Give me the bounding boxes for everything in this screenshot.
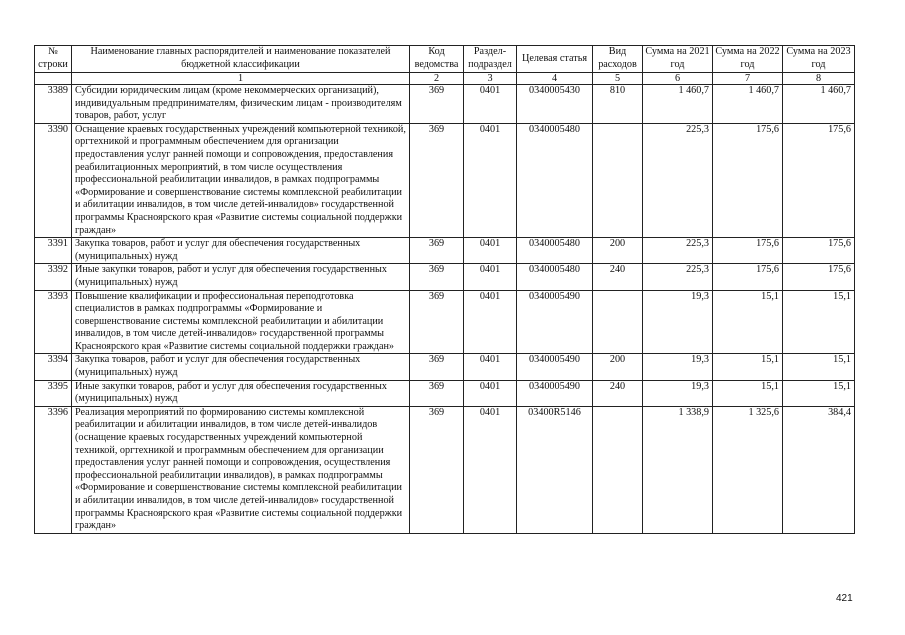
row-section: 0401 <box>464 380 517 406</box>
header-exptype: Вид расходов <box>593 46 643 73</box>
table-row <box>35 85 855 124</box>
table-row <box>35 123 855 237</box>
row-sum-2022: 1 325,6 <box>713 406 783 533</box>
row-name: Реализация мероприятий по формированию системы комплексной реабилитации и абилитации инвалидов, в том числе детей-инвалидов (оснащение краевых государственных учреждений компьютерной техникой, оргтехникой и программным обеспечением для организации предоставления услуг ранней помощи и сопровождения, осуществления профессиональной реабилитации инвалидов), в рамках подпрограммы «Формирование и совершенствование системы комплексной реабилитации и абилитации инвалидов, в том числе детей-инвалидов» государственной программы Красноярского края «Развитие системы социальной поддержки граждан» <box>72 406 410 533</box>
row-sum-2022: 175,6 <box>713 238 783 264</box>
row-sum-2021: 1 460,7 <box>643 85 713 124</box>
row-sum-2021: 225,3 <box>643 264 713 290</box>
col-index-6: 6 <box>643 73 713 85</box>
col-index-8: 8 <box>783 73 855 85</box>
row-sum-2023: 175,6 <box>783 238 855 264</box>
row-exptype <box>593 123 643 237</box>
row-sum-2023: 384,4 <box>783 406 855 533</box>
row-dept: 369 <box>410 264 464 290</box>
table-row <box>35 238 855 264</box>
row-sum-2022: 175,6 <box>713 264 783 290</box>
row-sum-2021: 1 338,9 <box>643 406 713 533</box>
row-sum-2021: 225,3 <box>643 238 713 264</box>
row-article: 0340005490 <box>517 290 593 354</box>
header-num: № строки <box>35 46 72 73</box>
col-index-5: 5 <box>593 73 643 85</box>
row-number: 3392 <box>35 264 72 290</box>
table-row <box>35 264 855 290</box>
row-name: Закупка товаров, работ и услуг для обеспечения государственных (муниципальных) нужд <box>72 354 410 380</box>
row-section: 0401 <box>464 238 517 264</box>
header-sum-2022: Сумма на 2022 год <box>713 46 783 73</box>
row-dept: 369 <box>410 238 464 264</box>
row-sum-2023: 15,1 <box>783 380 855 406</box>
row-dept: 369 <box>410 123 464 237</box>
table-row <box>35 380 855 406</box>
row-section: 0401 <box>464 264 517 290</box>
row-sum-2022: 1 460,7 <box>713 85 783 124</box>
row-article: 0340005480 <box>517 238 593 264</box>
budget-table <box>34 45 855 534</box>
row-exptype <box>593 290 643 354</box>
row-name: Иные закупки товаров, работ и услуг для обеспечения государственных (муниципальных) нужд <box>72 380 410 406</box>
row-number: 3395 <box>35 380 72 406</box>
row-exptype: 240 <box>593 380 643 406</box>
row-sum-2022: 15,1 <box>713 380 783 406</box>
row-dept: 369 <box>410 85 464 124</box>
row-name: Закупка товаров, работ и услуг для обеспечения государственных (муниципальных) нужд <box>72 238 410 264</box>
row-number: 3393 <box>35 290 72 354</box>
row-sum-2021: 225,3 <box>643 123 713 237</box>
row-article: 0340005480 <box>517 123 593 237</box>
row-sum-2023: 175,6 <box>783 123 855 237</box>
table-row <box>35 354 855 380</box>
row-number: 3394 <box>35 354 72 380</box>
row-exptype: 240 <box>593 264 643 290</box>
header-sum-2023: Сумма на 2023 год <box>783 46 855 73</box>
row-exptype: 200 <box>593 354 643 380</box>
row-exptype: 810 <box>593 85 643 124</box>
header-dept: Код ведомства <box>410 46 464 73</box>
col-index-0 <box>35 73 72 85</box>
col-index-1: 1 <box>72 73 410 85</box>
col-index-4: 4 <box>517 73 593 85</box>
col-index-3: 3 <box>464 73 517 85</box>
row-section: 0401 <box>464 354 517 380</box>
row-sum-2021: 19,3 <box>643 354 713 380</box>
row-dept: 369 <box>410 380 464 406</box>
row-section: 0401 <box>464 290 517 354</box>
row-article: 03400R5146 <box>517 406 593 533</box>
header-sum-2021: Сумма на 2021 год <box>643 46 713 73</box>
row-sum-2023: 1 460,7 <box>783 85 855 124</box>
row-sum-2021: 19,3 <box>643 290 713 354</box>
row-section: 0401 <box>464 85 517 124</box>
row-sum-2023: 175,6 <box>783 264 855 290</box>
header-name: Наименование главных распорядителей и наименование показателей бюджетной классификации <box>72 46 410 73</box>
row-sum-2022: 15,1 <box>713 354 783 380</box>
row-article: 0340005480 <box>517 264 593 290</box>
row-sum-2022: 15,1 <box>713 290 783 354</box>
row-article: 0340005430 <box>517 85 593 124</box>
row-name: Субсидии юридическим лицам (кроме некоммерческих организаций), индивидуальным предпринимателям, физическим лицам - производителям товаров, работ, услуг <box>72 85 410 124</box>
row-name: Иные закупки товаров, работ и услуг для обеспечения государственных (муниципальных) нужд <box>72 264 410 290</box>
row-sum-2021: 19,3 <box>643 380 713 406</box>
row-dept: 369 <box>410 290 464 354</box>
row-article: 0340005490 <box>517 354 593 380</box>
row-sum-2023: 15,1 <box>783 290 855 354</box>
row-number: 3389 <box>35 85 72 124</box>
column-index-row <box>35 73 855 85</box>
header-section: Раздел-подраздел <box>464 46 517 73</box>
row-exptype <box>593 406 643 533</box>
row-dept: 369 <box>410 354 464 380</box>
table-row <box>35 290 855 354</box>
header-article: Целевая статья <box>517 46 593 73</box>
row-exptype: 200 <box>593 238 643 264</box>
row-name: Оснащение краевых государственных учреждений компьютерной техникой, оргтехникой и программным обеспечением для организации предоставления услуг ранней помощи и сопровождения, предоставления реабилитационных мероприятий, в том числе осуществления профессиональной реабилитации инвалидов, в рамках подпрограммы «Формирование и совершенствование системы комплексной реабилитации и абилитации инвалидов, в том числе детей-инвалидов» государственной программы Красноярского края «Развитие системы социальной поддержки граждан» <box>72 123 410 237</box>
page-number: 421 <box>836 593 853 604</box>
row-section: 0401 <box>464 406 517 533</box>
col-index-2: 2 <box>410 73 464 85</box>
col-index-7: 7 <box>713 73 783 85</box>
row-sum-2023: 15,1 <box>783 354 855 380</box>
row-number: 3390 <box>35 123 72 237</box>
row-sum-2022: 175,6 <box>713 123 783 237</box>
row-section: 0401 <box>464 123 517 237</box>
row-name: Повышение квалификации и профессиональная переподготовка специалистов в рамках подпрограммы «Формирование и совершенствование системы комплексной реабилитации и абилитации инвалидов, в том числе детей-инвалидов» государственной программы Красноярского края «Развитие системы социальной поддержки граждан» <box>72 290 410 354</box>
row-dept: 369 <box>410 406 464 533</box>
row-number: 3391 <box>35 238 72 264</box>
row-article: 0340005490 <box>517 380 593 406</box>
table-row <box>35 406 855 533</box>
table-header-row <box>35 46 855 73</box>
row-number: 3396 <box>35 406 72 533</box>
